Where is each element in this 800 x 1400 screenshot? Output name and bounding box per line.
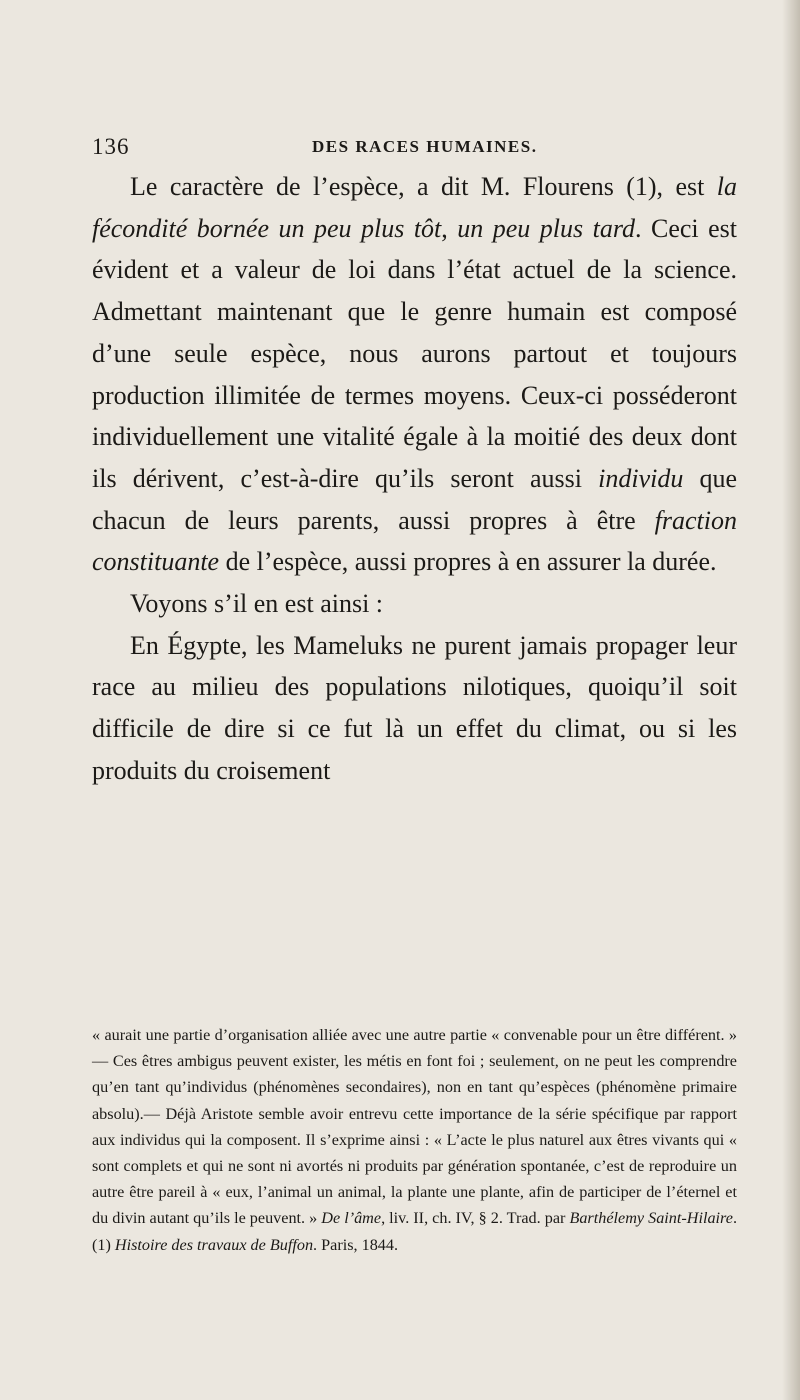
main-text <box>92 166 737 792</box>
italic-phrase: individu <box>598 463 684 493</box>
text-span: de l’espèce, aussi propres à en assurer la durée. <box>219 547 717 577</box>
running-title: DES RACES HUMAINES. <box>312 137 538 156</box>
italic-phrase: la fécondité bornée un peu plus tôt <box>92 172 737 243</box>
italic-phrase: Histoire des travaux de Buffon <box>114 1235 314 1254</box>
footnotes <box>92 1022 737 1258</box>
text-span: . Paris, 1844. <box>313 1235 399 1254</box>
text-span: que chacun de leurs parents, aussi propres à être <box>92 463 738 535</box>
italic-phrase: De l’âme <box>321 1209 382 1228</box>
italic-phrase: fraction constituante <box>92 505 737 577</box>
text-span: . Ceci est évident et a valeur de loi dans l’état actuel de la science. Admettant maintenant que le genre humain est composé d’une seule espèce, nous aurons partout et toujours production illimitée de termes moyens. Ceux-ci posséderont individuellement une vitalité égale à la moitié des deux dont ils dérivent, c’est-à-dire qu’ils seront aussi <box>92 213 738 493</box>
text-span: , liv. II, ch. IV, § 2. Trad. par <box>381 1209 570 1228</box>
text-span: , <box>441 213 458 243</box>
paragraph-2: Voyons s’il en est ainsi : <box>130 589 384 619</box>
text-span: . <box>732 1209 737 1228</box>
text-span: Le caractère de l’espèce, a dit M. Flourens (1), est <box>130 172 717 201</box>
italic-phrase: Barthélemy Saint-Hilaire <box>569 1209 733 1228</box>
paragraph-1 <box>92 166 737 583</box>
footnote-marker: (1) <box>92 1235 115 1254</box>
italic-phrase: un peu plus tard <box>457 213 635 243</box>
text-span: « aurait une partie d’organisation alliée avec une autre partie « convenable pour un être différent. » — Ces êtres ambigus peuvent exister, les métis en font foi ; seulement, on ne peut les comprendre qu’en tant qu’individus (phénomènes secondaires), non en tant qu’espèces (phénomène primaire absolu).— Déjà Aristote semble avoir entrevu cette importance de la série spécifique par rapport aux individus qui la composent. Il s’exprime ainsi : « L’acte le plus naturel aux êtres vivants qui « sont complets et qui ne sont ni avortés ni produits par génération spontanée, c’est de reproduire un autre être pareil à « eux, l’animal un animal, la plante une plante, afin de participer de l’éternel et du divin autant qu’ils le peuvent. » <box>92 1026 737 1228</box>
page-number: 136 <box>92 134 130 159</box>
footnote-continuation <box>92 1022 737 1232</box>
paragraph-3: En Égypte, les Mameluks ne purent jamais propager leur race au milieu des populations nilotiques, quoiqu’il soit difficile de dire si ce fut là un effet du climat, ou si les produits du croisement <box>92 630 737 785</box>
page-edge-shadow <box>782 0 800 1400</box>
footnote-1 <box>92 1232 737 1258</box>
